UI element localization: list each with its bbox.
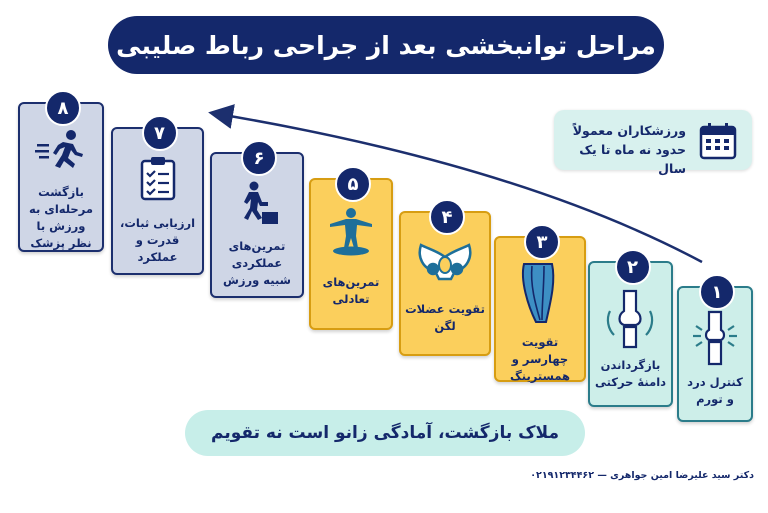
thigh-muscle-icon (514, 260, 566, 326)
step-5-badge: ۵ (335, 166, 371, 202)
step-8-label: بازگشت مرحله‌ای به ورزش با نظر پزشک (28, 185, 93, 250)
step-2-label: بازگرداندن دامنهٔ حرکتی (594, 358, 667, 389)
knee-rotation-icon (602, 289, 660, 349)
step-2-badge: ۲ (615, 249, 651, 285)
step-8 (18, 97, 104, 252)
step-6 (210, 147, 304, 298)
step-4-badge: ۴ (429, 199, 465, 235)
step-7-label: ارزیابی ثبات، قدرت و عملکرد (119, 216, 196, 264)
step-6-badge: ۶ (241, 140, 277, 176)
knee-pain-icon (687, 310, 743, 366)
step-4 (399, 206, 491, 356)
step-7 (111, 122, 204, 275)
step-1-label: کنترل درد و تورم (687, 375, 743, 406)
step-7-badge: ۷ (142, 115, 178, 151)
step-8-badge: ۸ (45, 90, 81, 126)
step-3 (494, 231, 586, 383)
step-up-icon (234, 180, 280, 226)
step-5-label: تمرین‌های تعادلی (322, 275, 380, 306)
step-1-badge: ۱ (699, 274, 735, 310)
bottom-banner: ملاک بازگشت، آمادگی زانو است نه تقویم (185, 410, 585, 456)
step-4-label: تقویت عضلات لگن (405, 302, 485, 333)
info-text: ورزشکاران معمولاً حدود نه ماه تا یک سال (572, 123, 686, 176)
step-5 (309, 173, 393, 330)
step-3-label: تقویت چهارسر و همسترینگ (509, 335, 571, 383)
clipboard-icon (138, 155, 178, 201)
step-6-label: تمرین‌های عملکردی شبیه ورزش (223, 239, 291, 287)
info-box (554, 110, 752, 176)
runner-icon (33, 128, 89, 172)
step-3-badge: ۳ (524, 224, 560, 260)
calendar-icon (698, 121, 738, 161)
step-1 (677, 281, 753, 422)
page-title: مراحل توانبخشی بعد از جراحی رباط صلیبی (108, 16, 664, 74)
step-2 (588, 256, 673, 407)
balance-board-icon (324, 206, 378, 256)
pelvis-icon (415, 239, 475, 287)
footer-credit: دکتر سید علیرضا امین جواهری — ۰۲۱۹۱۲۳۴۴۶۲ (530, 470, 754, 481)
